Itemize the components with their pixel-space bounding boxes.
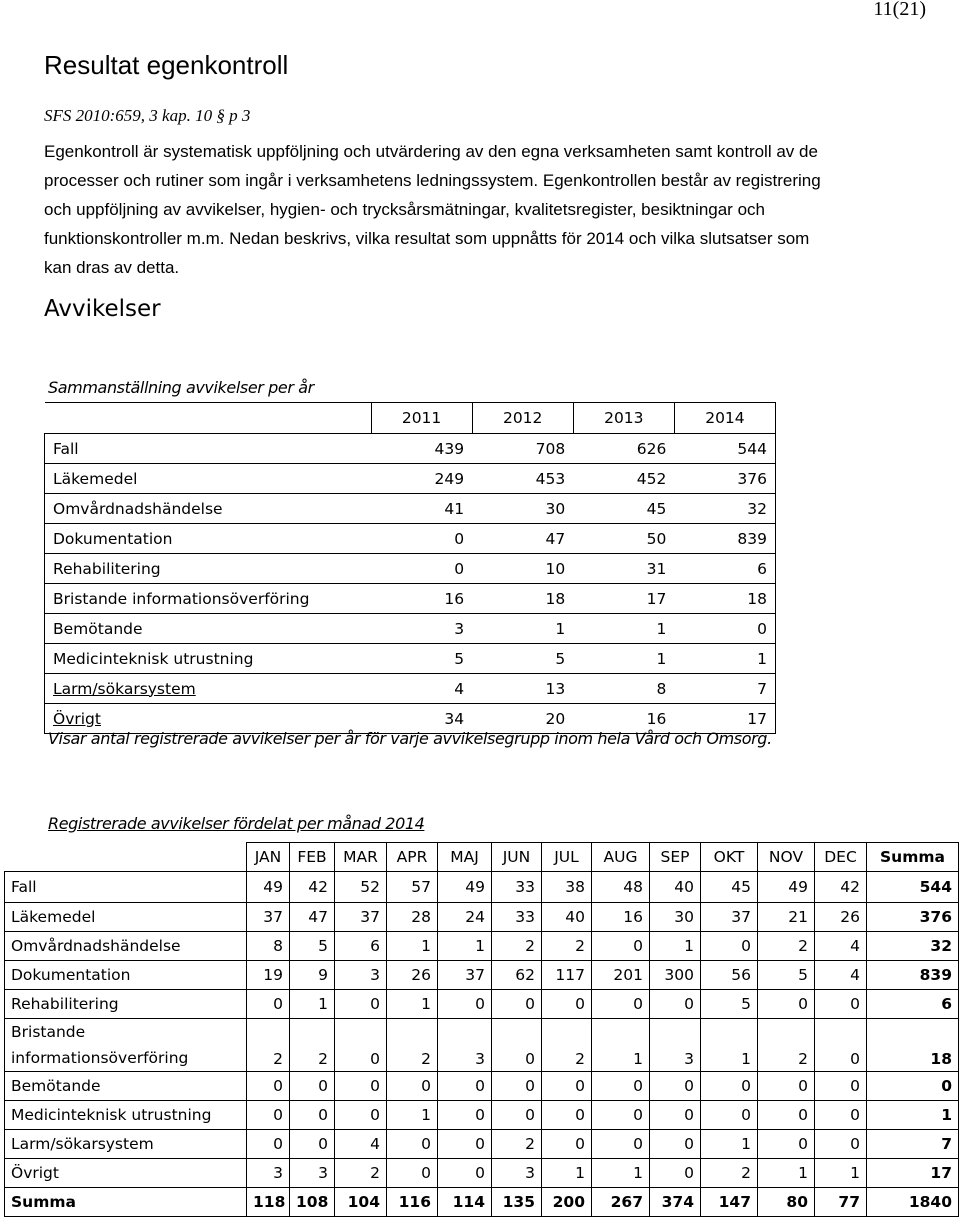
value-cell: 49 (758, 872, 815, 903)
value-cell: 33 (492, 903, 542, 932)
value-cell: 8 (247, 932, 290, 961)
year-header: 2013 (573, 403, 674, 434)
yearly-deviations-table (44, 402, 776, 734)
value-cell: 0 (758, 1130, 815, 1159)
value-cell: 40 (542, 903, 592, 932)
row-label: Läkemedel (45, 464, 372, 494)
value-cell: 37 (247, 903, 290, 932)
value-cell: 1 (592, 1019, 650, 1072)
value-cell: 1 (701, 1130, 758, 1159)
month-header: JUL (542, 843, 592, 872)
value-cell: 0 (247, 1072, 290, 1101)
intro-paragraph (44, 137, 924, 282)
intro-line: Egenkontroll är systematisk uppföljning och utvärdering av den egna verksamheten samt kontroll av de (44, 142, 818, 161)
value-cell: 2 (387, 1019, 438, 1072)
month-header: DEC (815, 843, 867, 872)
value-cell: 9 (290, 961, 335, 990)
value-cell: 439 (371, 434, 472, 464)
table-row (45, 464, 776, 494)
value-cell: 42 (815, 872, 867, 903)
value-cell: 200 (542, 1188, 592, 1217)
monthly-header-row (5, 843, 959, 872)
sum-row (5, 1188, 959, 1217)
value-cell: 0 (247, 1101, 290, 1130)
value-cell: 0 (371, 554, 472, 584)
value-cell: 16 (371, 584, 472, 614)
row-label: Fall (5, 872, 247, 903)
table-row (45, 584, 776, 614)
value-cell: 47 (472, 524, 573, 554)
page-number: 11(21) (873, 0, 926, 20)
value-cell: 0 (335, 1101, 387, 1130)
table-row (45, 494, 776, 524)
value-cell: 0 (650, 990, 701, 1019)
page-title: Resultat egenkontroll (44, 50, 289, 80)
value-cell: 49 (247, 872, 290, 903)
value-cell: 56 (701, 961, 758, 990)
value-cell: 0 (387, 1072, 438, 1101)
value-cell: 0 (592, 1072, 650, 1101)
value-cell: 0 (650, 1130, 701, 1159)
value-cell: 0 (592, 932, 650, 961)
value-cell: 118 (247, 1188, 290, 1217)
value-cell: 24 (438, 903, 492, 932)
row-label: Dokumentation (5, 961, 247, 990)
yearly-header-row (45, 403, 776, 434)
value-cell: 453 (472, 464, 573, 494)
value-cell: 1 (650, 932, 701, 961)
month-header: OKT (701, 843, 758, 872)
value-cell: 7 (674, 674, 775, 704)
value-cell: 62 (492, 961, 542, 990)
row-label: Larm/sökarsystem (5, 1130, 247, 1159)
value-cell: 30 (650, 903, 701, 932)
total-cell: 17 (867, 1159, 959, 1188)
intro-line: kan dras av detta. (44, 258, 180, 277)
value-cell: 452 (573, 464, 674, 494)
value-cell: 37 (438, 961, 492, 990)
month-header: AUG (592, 843, 650, 872)
row-label: Medicinteknisk utrustning (5, 1101, 247, 1130)
value-cell: 839 (674, 524, 775, 554)
row-label: Medicinteknisk utrustning (45, 644, 372, 674)
value-cell: 104 (335, 1188, 387, 1217)
total-cell: 32 (867, 932, 959, 961)
value-cell: 116 (387, 1188, 438, 1217)
value-cell: 2 (758, 1019, 815, 1072)
value-cell: 4 (371, 674, 472, 704)
value-cell: 0 (335, 1019, 387, 1072)
value-cell: 0 (335, 990, 387, 1019)
value-cell: 45 (573, 494, 674, 524)
total-cell: 0 (867, 1072, 959, 1101)
value-cell: 80 (758, 1188, 815, 1217)
value-cell: 0 (290, 1101, 335, 1130)
value-cell: 0 (815, 990, 867, 1019)
value-cell: 1 (387, 1101, 438, 1130)
value-cell: 0 (542, 1130, 592, 1159)
total-cell: 544 (867, 872, 959, 903)
value-cell: 3 (247, 1159, 290, 1188)
value-cell: 0 (674, 614, 775, 644)
value-cell: 0 (701, 1101, 758, 1130)
year-header: 2012 (472, 403, 573, 434)
total-cell: 6 (867, 990, 959, 1019)
row-label: Fall (45, 434, 372, 464)
value-cell: 18 (674, 584, 775, 614)
value-cell: 31 (573, 554, 674, 584)
value-cell: 2 (290, 1019, 335, 1072)
month-header: APR (387, 843, 438, 872)
table-row (45, 434, 776, 464)
value-cell: 41 (371, 494, 472, 524)
month-header: MAR (335, 843, 387, 872)
row-label: Bristande informationsöverföring (5, 1019, 247, 1072)
value-cell: 249 (371, 464, 472, 494)
table-row (5, 1101, 959, 1130)
row-label: Övrigt (45, 704, 372, 734)
value-cell: 1 (815, 1159, 867, 1188)
value-cell: 3 (371, 614, 472, 644)
value-cell: 0 (542, 1101, 592, 1130)
header-blank-cell (45, 403, 372, 434)
value-cell: 50 (573, 524, 674, 554)
value-cell: 2 (335, 1159, 387, 1188)
value-cell: 300 (650, 961, 701, 990)
total-cell: 7 (867, 1130, 959, 1159)
value-cell: 0 (758, 1072, 815, 1101)
value-cell: 48 (592, 872, 650, 903)
month-header: JUN (492, 843, 542, 872)
value-cell: 114 (438, 1188, 492, 1217)
value-cell: 77 (815, 1188, 867, 1217)
total-cell: 839 (867, 961, 959, 990)
value-cell: 1 (674, 644, 775, 674)
value-cell: 1 (472, 614, 573, 644)
row-label: Omvårdnadshändelse (45, 494, 372, 524)
value-cell: 1 (592, 1159, 650, 1188)
value-cell: 0 (371, 524, 472, 554)
value-cell: 2 (492, 1130, 542, 1159)
value-cell: 0 (758, 990, 815, 1019)
value-cell: 376 (674, 464, 775, 494)
value-cell: 1 (542, 1159, 592, 1188)
value-cell: 201 (592, 961, 650, 990)
table-row (45, 524, 776, 554)
value-cell: 108 (290, 1188, 335, 1217)
value-cell: 4 (815, 932, 867, 961)
value-cell: 1 (290, 990, 335, 1019)
value-cell: 0 (492, 1072, 542, 1101)
value-cell: 0 (492, 1019, 542, 1072)
yearly-table-note: Visar antal registrerade avvikelser per år för varje avvikelsegrupp inom hela Vård och Omsorg. (48, 729, 772, 748)
total-cell: 1 (867, 1101, 959, 1130)
value-cell: 1 (701, 1019, 758, 1072)
row-label: Läkemedel (5, 903, 247, 932)
value-cell: 544 (674, 434, 775, 464)
value-cell: 374 (650, 1188, 701, 1217)
value-cell: 26 (387, 961, 438, 990)
value-cell: 28 (387, 903, 438, 932)
row-label: Bemötande (45, 614, 372, 644)
row-label: Rehabilitering (5, 990, 247, 1019)
month-header: FEB (290, 843, 335, 872)
value-cell: 0 (387, 1130, 438, 1159)
value-cell: 33 (492, 872, 542, 903)
value-cell: 57 (387, 872, 438, 903)
value-cell: 147 (701, 1188, 758, 1217)
value-cell: 0 (701, 1072, 758, 1101)
value-cell: 5 (371, 644, 472, 674)
value-cell: 21 (758, 903, 815, 932)
intro-line: processer och rutiner som ingår i verksamhetens ledningssystem. Egenkontrollen består av registrering (44, 171, 821, 190)
value-cell: 37 (335, 903, 387, 932)
value-cell: 18 (472, 584, 573, 614)
table-row (45, 614, 776, 644)
row-label: Dokumentation (45, 524, 372, 554)
value-cell: 5 (701, 990, 758, 1019)
value-cell: 32 (674, 494, 775, 524)
value-cell: 17 (573, 584, 674, 614)
value-cell: 40 (650, 872, 701, 903)
value-cell: 0 (438, 1101, 492, 1130)
month-header: SEP (650, 843, 701, 872)
value-cell: 626 (573, 434, 674, 464)
table-row (5, 903, 959, 932)
value-cell: 708 (472, 434, 573, 464)
table-row (5, 961, 959, 990)
value-cell: 13 (472, 674, 573, 704)
value-cell: 0 (650, 1101, 701, 1130)
table-row (5, 1159, 959, 1188)
value-cell: 0 (758, 1101, 815, 1130)
value-cell: 1 (387, 990, 438, 1019)
row-label: Bristande informationsöverföring (45, 584, 372, 614)
value-cell: 6 (674, 554, 775, 584)
table-row (5, 1130, 959, 1159)
value-cell: 19 (247, 961, 290, 990)
value-cell: 26 (815, 903, 867, 932)
value-cell: 0 (592, 1101, 650, 1130)
value-cell: 3 (650, 1019, 701, 1072)
table-row (5, 990, 959, 1019)
value-cell: 0 (290, 1130, 335, 1159)
value-cell: 2 (247, 1019, 290, 1072)
value-cell: 0 (247, 990, 290, 1019)
value-cell: 2 (542, 932, 592, 961)
value-cell: 47 (290, 903, 335, 932)
value-cell: 10 (472, 554, 573, 584)
value-cell: 3 (492, 1159, 542, 1188)
value-cell: 117 (542, 961, 592, 990)
table-row (5, 932, 959, 961)
row-label: Övrigt (5, 1159, 247, 1188)
value-cell: 49 (438, 872, 492, 903)
monthly-table-caption-text: Registrerade avvikelser fördelat per månad 2014 (48, 814, 425, 833)
value-cell: 5 (758, 961, 815, 990)
value-cell: 0 (290, 1072, 335, 1101)
table-row (45, 674, 776, 704)
month-header: NOV (758, 843, 815, 872)
row-label: Bemötande (5, 1072, 247, 1101)
value-cell: 52 (335, 872, 387, 903)
value-cell: 38 (542, 872, 592, 903)
value-cell: 3 (438, 1019, 492, 1072)
value-cell: 0 (650, 1159, 701, 1188)
value-cell: 0 (335, 1072, 387, 1101)
value-cell: 1 (758, 1159, 815, 1188)
value-cell: 0 (438, 1072, 492, 1101)
value-cell: 0 (592, 1130, 650, 1159)
row-label: Larm/sökarsystem (45, 674, 372, 704)
row-label: Omvårdnadshändelse (5, 932, 247, 961)
month-header: JAN (247, 843, 290, 872)
row-label: Rehabilitering (45, 554, 372, 584)
total-cell: 376 (867, 903, 959, 932)
value-cell: 0 (815, 1019, 867, 1072)
row-label: Summa (5, 1188, 247, 1217)
year-header: 2011 (371, 403, 472, 434)
value-cell: 0 (438, 1130, 492, 1159)
value-cell: 30 (472, 494, 573, 524)
value-cell: 135 (492, 1188, 542, 1217)
table-row (5, 872, 959, 903)
monthly-deviations-table (4, 842, 959, 1217)
value-cell: 0 (592, 990, 650, 1019)
value-cell: 0 (387, 1159, 438, 1188)
value-cell: 2 (701, 1159, 758, 1188)
header-blank-cell (5, 843, 247, 872)
value-cell: 0 (492, 1101, 542, 1130)
yearly-table-caption: Sammanställning avvikelser per år (48, 378, 314, 397)
value-cell: 0 (542, 990, 592, 1019)
value-cell: 2 (758, 932, 815, 961)
value-cell: 20 (472, 704, 573, 734)
table-row (45, 554, 776, 584)
value-cell: 4 (335, 1130, 387, 1159)
value-cell: 1 (438, 932, 492, 961)
value-cell: 5 (472, 644, 573, 674)
total-cell: 1840 (867, 1188, 959, 1217)
table-row (5, 1072, 959, 1101)
value-cell: 37 (701, 903, 758, 932)
value-cell: 0 (650, 1072, 701, 1101)
value-cell: 3 (290, 1159, 335, 1188)
value-cell: 0 (438, 1159, 492, 1188)
value-cell: 0 (542, 1072, 592, 1101)
intro-line: funktionskontroller m.m. Nedan beskrivs, vilka resultat som uppnåtts för 2014 och vilka slutsatser som (44, 229, 810, 248)
value-cell: 2 (492, 932, 542, 961)
value-cell: 3 (335, 961, 387, 990)
value-cell: 1 (573, 614, 674, 644)
value-cell: 0 (438, 990, 492, 1019)
value-cell: 5 (290, 932, 335, 961)
section-heading: Avvikelser (44, 296, 161, 322)
monthly-table-caption (48, 814, 424, 833)
value-cell: 0 (492, 990, 542, 1019)
year-header: 2014 (674, 403, 775, 434)
value-cell: 267 (592, 1188, 650, 1217)
value-cell: 6 (335, 932, 387, 961)
value-cell: 1 (387, 932, 438, 961)
value-cell: 17 (674, 704, 775, 734)
value-cell: 16 (573, 704, 674, 734)
value-cell: 2 (542, 1019, 592, 1072)
month-header: MAJ (438, 843, 492, 872)
table-row (45, 644, 776, 674)
value-cell: 0 (815, 1101, 867, 1130)
value-cell: 16 (592, 903, 650, 932)
value-cell: 42 (290, 872, 335, 903)
value-cell: 4 (815, 961, 867, 990)
value-cell: 0 (247, 1130, 290, 1159)
value-cell: 0 (701, 932, 758, 961)
value-cell: 45 (701, 872, 758, 903)
legal-reference: SFS 2010:659, 3 kap. 10 § p 3 (44, 106, 251, 125)
value-cell: 34 (371, 704, 472, 734)
total-cell: 18 (867, 1019, 959, 1072)
table-row (5, 1019, 959, 1072)
value-cell: 0 (815, 1130, 867, 1159)
value-cell: 1 (573, 644, 674, 674)
sum-header: Summa (867, 843, 959, 872)
intro-line: och uppföljning av avvikelser, hygien- och trycksårsmätningar, kvalitetsregister, besiktningar och (44, 200, 765, 219)
value-cell: 8 (573, 674, 674, 704)
value-cell: 0 (815, 1072, 867, 1101)
